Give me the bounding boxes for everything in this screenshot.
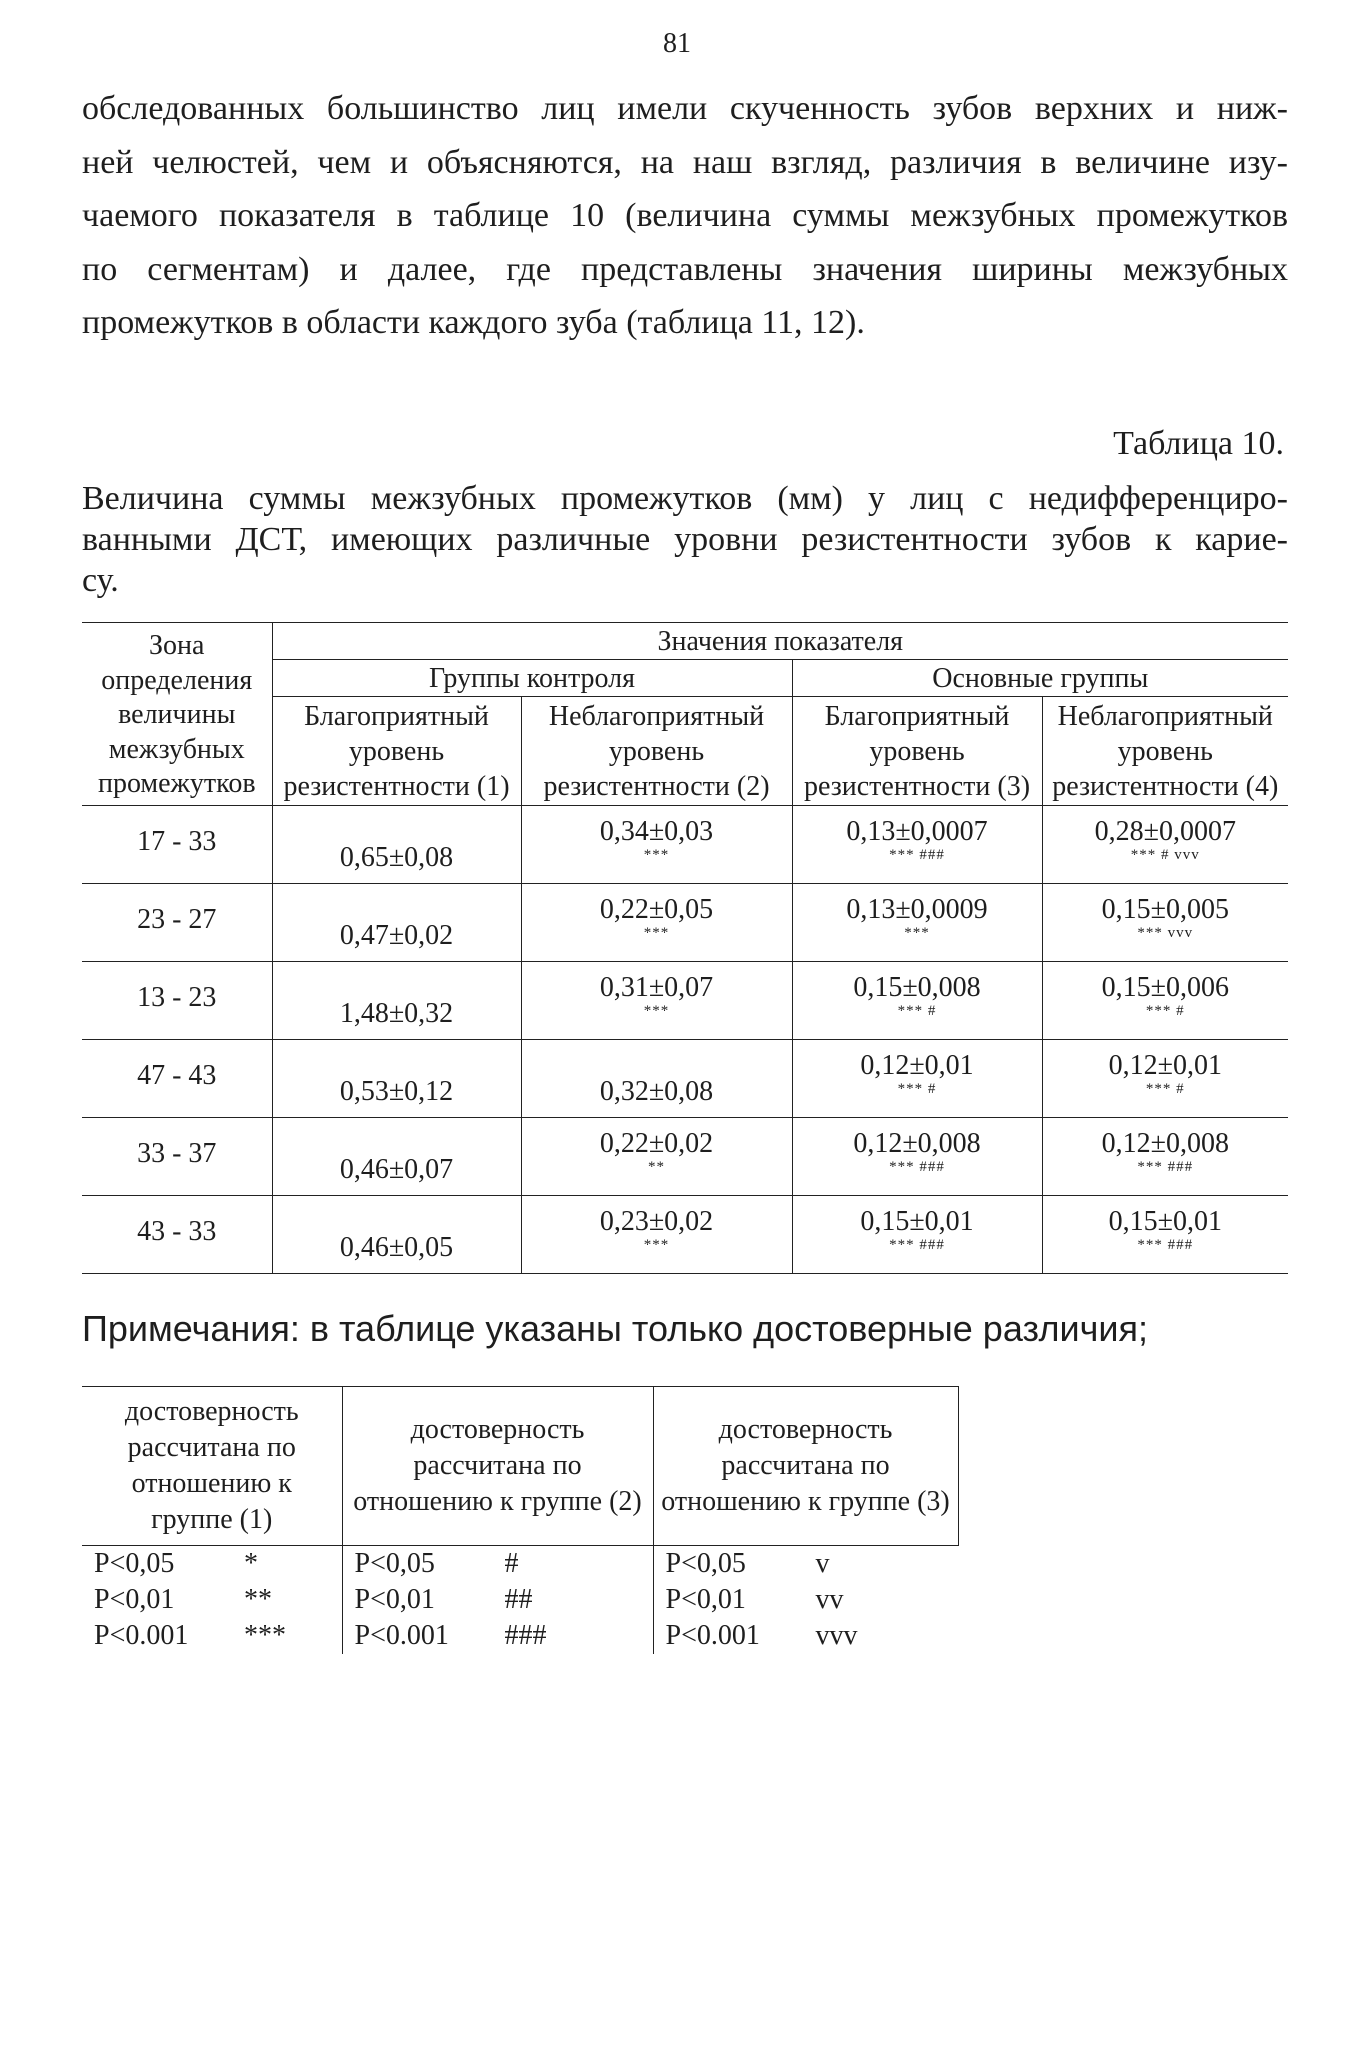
zone-cell	[82, 1196, 272, 1274]
significance-mark: *** ###	[1137, 1236, 1194, 1253]
cell-value: 0,47±0,02	[339, 920, 454, 951]
significance-mark: *** #	[897, 1080, 937, 1097]
value-cell	[1042, 884, 1288, 962]
value-cell	[521, 1040, 792, 1118]
column-header: Неблагоприятный уровень резистентности (4)	[1052, 701, 1279, 802]
value-cell	[521, 806, 792, 884]
cell-value: 0,22±0,05	[599, 893, 714, 925]
significance-mark: *** #	[1145, 1002, 1185, 1019]
legend-row	[82, 1618, 958, 1654]
table-row	[82, 1196, 1288, 1274]
p-level: P<0.001	[665, 1620, 760, 1651]
significance-mark: *** # vvv	[1130, 846, 1200, 863]
significance-mark: v	[815, 1548, 830, 1579]
legend-cell	[82, 1618, 342, 1654]
zone-value: 43 - 33	[137, 1216, 217, 1247]
legend-cell	[342, 1546, 653, 1583]
cell-value: 0,15±0,008	[853, 971, 981, 1003]
cell-value: 0,28±0,0007	[1094, 815, 1236, 847]
main-groups-header: Основные группы	[792, 660, 1288, 697]
legend-cell	[82, 1546, 342, 1583]
value-cell	[792, 806, 1042, 884]
paragraph-line: чаемого показателя в таблице 10 (величина суммы межзубных промежутков	[82, 197, 1288, 234]
cell-value: 0,13±0,0009	[846, 893, 988, 925]
legend-cell	[653, 1546, 958, 1583]
zone-cell	[82, 1040, 272, 1118]
significance-mark: *	[244, 1548, 258, 1579]
value-cell	[1042, 1040, 1288, 1118]
value-cell	[792, 1040, 1042, 1118]
significance-mark: **	[244, 1584, 272, 1615]
column-header: Неблагоприятный уровень резистентности (2)	[521, 697, 792, 806]
p-level: P<0,05	[354, 1548, 435, 1579]
table-row	[82, 1118, 1288, 1196]
cell-value: 1,48±0,32	[339, 998, 454, 1029]
significance-mark: ###	[504, 1620, 547, 1651]
significance-mark: *** ###	[889, 846, 945, 863]
cell-value: 0,13±0,0007	[846, 815, 988, 847]
zone-value: 33 - 37	[137, 1138, 217, 1169]
zone-cell	[82, 962, 272, 1040]
significance-mark: *** ###	[889, 1158, 945, 1175]
p-level: P<0,01	[665, 1584, 746, 1615]
control-groups-header: Группы контроля	[272, 660, 792, 697]
value-cell	[272, 1196, 521, 1274]
zone-value: 17 - 33	[137, 826, 217, 857]
p-level: P<0,01	[354, 1584, 435, 1615]
legend-cell	[82, 1582, 342, 1618]
significance-mark: ***	[244, 1620, 286, 1651]
significance-mark: *** #	[897, 1002, 937, 1019]
legend-row	[82, 1546, 958, 1583]
p-level: P<0,01	[94, 1584, 175, 1615]
zone-value: 47 - 43	[137, 1060, 217, 1091]
notes-title: Примечания: в таблице указаны только достоверные различия;	[82, 1308, 1149, 1349]
cell-value: 0,22±0,02	[599, 1127, 714, 1159]
legend-cell	[653, 1582, 958, 1618]
caption-line: Величина суммы межзубных промежутков (мм) у лиц с недифференциро-	[82, 480, 1288, 517]
paragraph-line: обследованных большинство лиц имели скученность зубов верхних и ниж-	[82, 90, 1288, 127]
significance-mark: ##	[504, 1584, 533, 1615]
legend-cell	[342, 1618, 653, 1654]
cell-value: 0,32±0,08	[599, 1076, 714, 1107]
zone-value: 13 - 23	[137, 982, 217, 1013]
value-cell	[1042, 806, 1288, 884]
significance-mark: #	[504, 1548, 519, 1579]
zone-cell	[82, 806, 272, 884]
cell-value: 0,34±0,03	[599, 815, 714, 847]
table-caption	[82, 478, 1288, 601]
legend-header-group1: достоверность рассчитана по отношению к группе (1)	[82, 1387, 342, 1546]
cell-value: 0,15±0,01	[1108, 1205, 1222, 1237]
table-row	[82, 884, 1288, 962]
paragraph-line: ней челюстей, чем и объясняются, на наш взгляд, различия в величине изу-	[82, 143, 1288, 181]
cell-value: 0,12±0,01	[860, 1049, 974, 1081]
significance-mark: ***	[643, 924, 670, 941]
table-row	[82, 1040, 1288, 1118]
value-cell	[272, 1040, 521, 1118]
table-row	[82, 806, 1288, 884]
significance-legend-table	[82, 1386, 959, 1654]
cell-value: 0,12±0,008	[853, 1127, 981, 1159]
significance-mark: *** ###	[1137, 1158, 1194, 1175]
value-cell	[272, 1118, 521, 1196]
body-paragraph	[82, 82, 1288, 350]
column-header: Благоприятный уровень резистентности (1)	[272, 697, 521, 806]
value-cell	[792, 962, 1042, 1040]
legend-row	[82, 1582, 958, 1618]
p-level: P<0,05	[665, 1548, 746, 1579]
table-row	[82, 962, 1288, 1040]
cell-value: 0,46±0,05	[339, 1232, 454, 1263]
significance-mark: *** vvv	[1137, 924, 1194, 941]
cell-value: 0,23±0,02	[599, 1205, 714, 1237]
value-cell	[1042, 1118, 1288, 1196]
zone-cell	[82, 884, 272, 962]
value-cell	[1042, 1196, 1288, 1274]
paragraph-line: по сегментам) и далее, где представлены значения ширины межзубных	[82, 250, 1288, 288]
cell-value: 0,12±0,01	[1108, 1049, 1222, 1081]
cell-value: 0,31±0,07	[599, 971, 714, 1003]
cell-value: 0,53±0,12	[339, 1076, 454, 1107]
legend-header-group2: достоверность рассчитана по отношению к группе (2)	[342, 1387, 653, 1546]
value-cell	[272, 884, 521, 962]
legend-cell	[653, 1618, 958, 1654]
column-header: Благоприятный уровень резистентности (3)	[792, 697, 1042, 806]
value-cell	[272, 962, 521, 1040]
p-level: P<0.001	[94, 1620, 189, 1651]
cell-value: 0,15±0,006	[1101, 971, 1229, 1003]
significance-mark: vvv	[815, 1620, 858, 1651]
paragraph-line: промежутков в области каждого зуба (таблица 11, 12).	[82, 304, 865, 341]
caption-line: ванными ДСТ, имеющих различные уровни резистентности зубов к карие-	[82, 521, 1288, 558]
value-cell	[521, 884, 792, 962]
cell-value: 0,15±0,005	[1101, 893, 1229, 925]
legend-header-group3: достоверность рассчитана по отношению к группе (3)	[653, 1387, 958, 1546]
cell-value: 0,15±0,01	[860, 1205, 974, 1237]
data-table	[82, 622, 1288, 1274]
caption-line: су.	[82, 562, 119, 599]
values-header: Значения показателя	[272, 623, 1288, 660]
significance-mark: *** #	[1145, 1080, 1185, 1097]
zone-value: 23 - 27	[137, 904, 217, 935]
value-cell	[792, 1196, 1042, 1274]
zone-cell	[82, 1118, 272, 1196]
p-level: P<0,05	[94, 1548, 175, 1579]
value-cell	[521, 962, 792, 1040]
significance-mark: vv	[815, 1584, 844, 1615]
significance-mark: *** ###	[889, 1236, 945, 1253]
table-label: Таблица 10.	[1113, 425, 1284, 462]
significance-mark: ***	[643, 1002, 670, 1019]
value-cell	[792, 884, 1042, 962]
significance-mark: **	[648, 1158, 665, 1175]
value-cell	[1042, 962, 1288, 1040]
cell-value: 0,12±0,008	[1101, 1127, 1229, 1159]
significance-mark: ***	[643, 846, 670, 863]
significance-mark: ***	[643, 1236, 670, 1253]
cell-value: 0,65±0,08	[339, 842, 454, 873]
value-cell	[792, 1118, 1042, 1196]
zone-header: Зона определения величины межзубных промежутков	[82, 623, 272, 806]
value-cell	[521, 1196, 792, 1274]
legend-cell	[342, 1582, 653, 1618]
p-level: P<0.001	[354, 1620, 449, 1651]
significance-mark: ***	[904, 924, 930, 941]
value-cell	[272, 806, 521, 884]
page-number: 81	[663, 28, 691, 59]
value-cell	[521, 1118, 792, 1196]
cell-value: 0,46±0,07	[339, 1154, 454, 1185]
